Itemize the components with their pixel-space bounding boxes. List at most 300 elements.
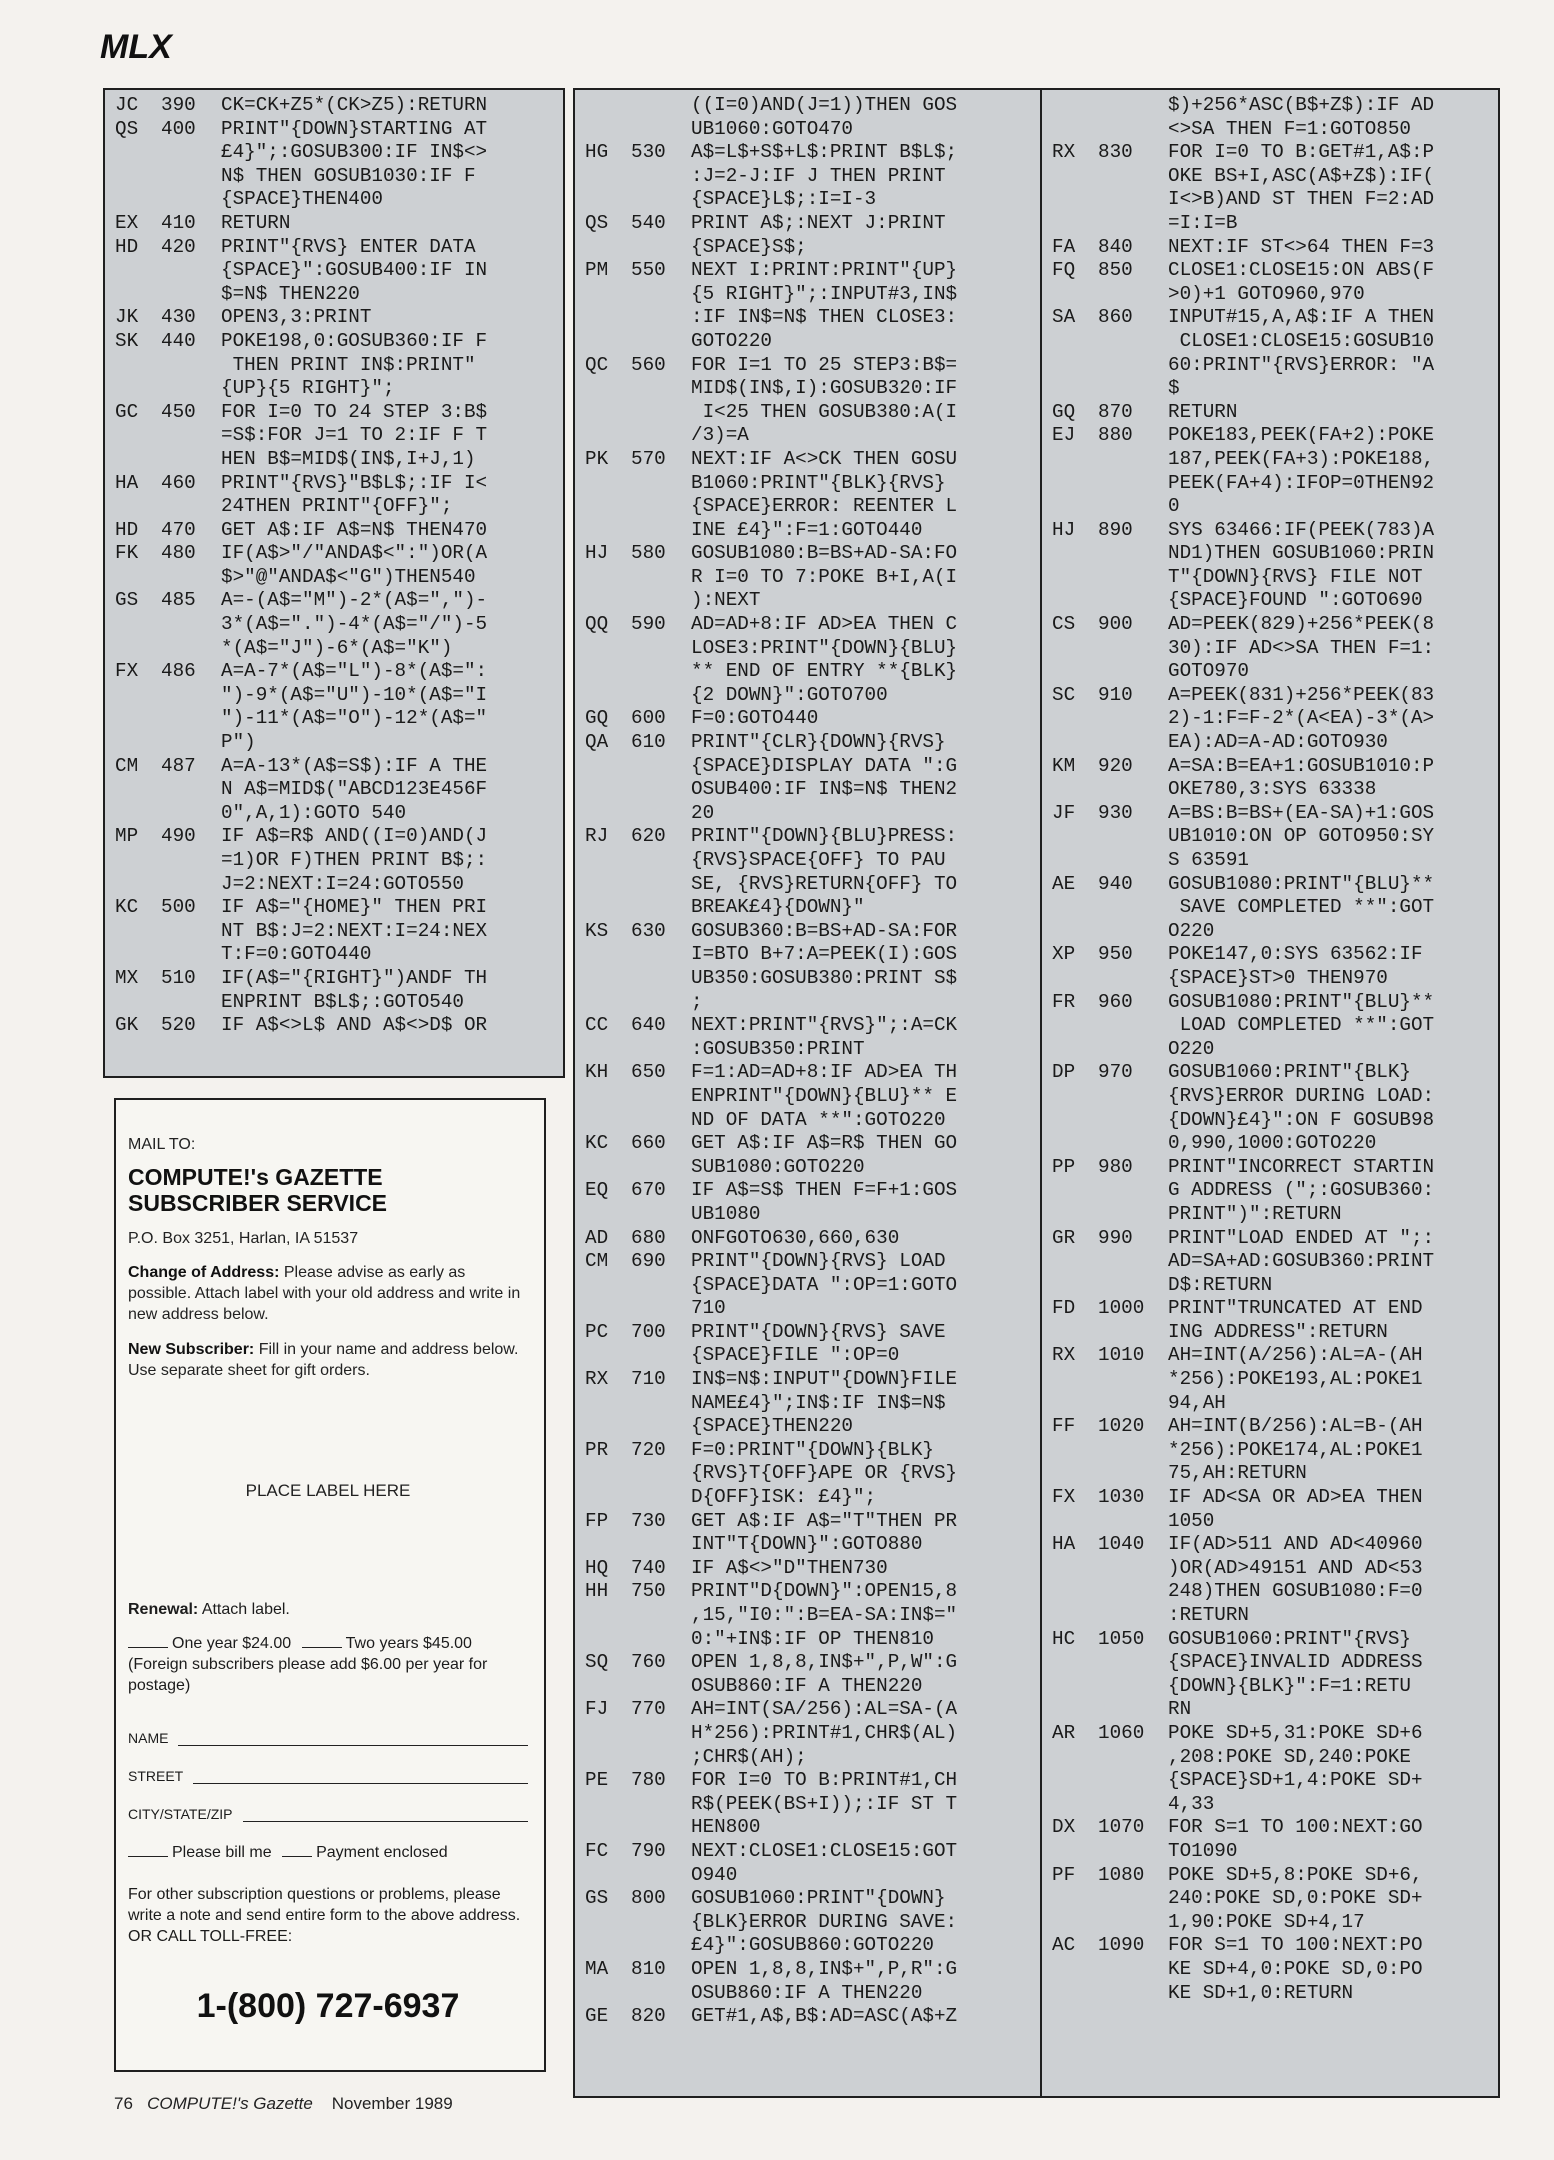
line-number — [1098, 1274, 1168, 1298]
checksum — [1052, 778, 1098, 802]
city-state-zip-line[interactable] — [243, 1807, 529, 1822]
checksum — [1052, 1132, 1098, 1156]
listing-line — [115, 448, 553, 472]
listing-line — [585, 896, 1036, 920]
code-text: INT"T{DOWN}":GOTO880 — [691, 1533, 923, 1556]
checksum — [1052, 1038, 1098, 1062]
line-number — [631, 589, 691, 613]
listing-line — [585, 1982, 1036, 2006]
checksum: FR — [1052, 990, 1076, 1013]
line-number — [1098, 1085, 1168, 1109]
line-number — [161, 141, 221, 165]
line-number: 720 — [631, 1438, 666, 1461]
code-text: F=0:PRINT"{DOWN}{BLK} — [691, 1438, 934, 1461]
line-number — [1098, 1203, 1168, 1227]
code-text: PRINT")":RETURN — [1168, 1202, 1342, 1225]
line-number — [631, 991, 691, 1015]
listing-line — [115, 967, 553, 991]
listing-line — [1052, 1793, 1488, 1817]
code-text: G ADDRESS (";:GOSUB360: — [1168, 1179, 1435, 1202]
line-number: 620 — [631, 825, 666, 848]
code-text: GET A$:IF A$=N$ THEN470 — [221, 518, 488, 541]
checksum — [1052, 1462, 1098, 1486]
checksum: PM — [585, 259, 609, 282]
checksum: JF — [1052, 801, 1076, 824]
code-text: NEXT:IF A<>CK THEN GOSU — [691, 447, 958, 470]
code-text: GOSUB1060:PRINT"{DOWN} — [691, 1887, 946, 1910]
code-text: KE SD+4,0:POKE SD,0:PO — [1168, 1957, 1423, 1980]
code-text: IN$=N$:INPUT"{DOWN}FILE — [691, 1368, 958, 1391]
line-number — [631, 1344, 691, 1368]
line-number: 660 — [631, 1132, 666, 1155]
checksum: DP — [1052, 1061, 1076, 1084]
line-number: 980 — [1098, 1155, 1133, 1178]
checksum — [585, 1344, 631, 1368]
line-number — [631, 94, 691, 118]
listing-line — [115, 778, 553, 802]
listing-line — [585, 212, 1036, 236]
checksum: QQ — [585, 613, 609, 636]
line-number — [1098, 1793, 1168, 1817]
line-number — [631, 1604, 691, 1628]
checksum — [585, 1486, 631, 1510]
checksum — [1052, 377, 1098, 401]
line-number — [1098, 212, 1168, 236]
checksum — [585, 1085, 631, 1109]
line-number — [1098, 354, 1168, 378]
listing-line — [585, 1675, 1036, 1699]
line-number — [631, 1628, 691, 1652]
checksum — [115, 991, 161, 1015]
code-text: PRINT"{DOWN}{RVS} LOAD — [691, 1250, 946, 1273]
checksum: KM — [1052, 754, 1076, 777]
checksum — [115, 873, 161, 897]
line-number — [631, 519, 691, 543]
line-number: 740 — [631, 1556, 666, 1579]
line-number — [1098, 660, 1168, 684]
code-text: =S$:FOR J=1 TO 2:IF F T — [221, 424, 488, 447]
code-text: 248)THEN GOSUB1080:F=0 — [1168, 1580, 1423, 1603]
code-text: D{OFF}ISK: £4}"; — [691, 1486, 877, 1509]
code-text: ;CHR$(AH); — [691, 1745, 807, 1768]
code-text: {SPACE}DATA ":OP=1:GOTO — [691, 1273, 958, 1296]
listing-line — [1052, 212, 1488, 236]
line-number — [631, 637, 691, 661]
listing-line — [585, 1297, 1036, 1321]
checksum: QA — [585, 731, 609, 754]
code-text: {SPACE}":GOSUB400:IF IN — [221, 259, 488, 282]
city-state-zip-field[interactable] — [128, 1806, 528, 1822]
checksum: CM — [585, 1250, 609, 1273]
checksum: RX — [1052, 1344, 1076, 1367]
checksum — [1052, 637, 1098, 661]
code-text: SYS 63466:IF(PEEK(783)A — [1168, 518, 1435, 541]
code-text: PRINT"D{DOWN}":OPEN15,8 — [691, 1580, 958, 1603]
checksum — [1052, 896, 1098, 920]
listing-line — [585, 1934, 1036, 1958]
checksum — [1052, 1557, 1098, 1581]
listing-line — [585, 1368, 1036, 1392]
street-line[interactable] — [193, 1769, 528, 1784]
line-number — [631, 1085, 691, 1109]
code-text: AH=INT(B/256):AL=B-(AH — [1168, 1415, 1423, 1438]
code-text: ING ADDRESS":RETURN — [1168, 1320, 1388, 1343]
line-number — [1098, 377, 1168, 401]
listing-line — [585, 802, 1036, 826]
line-number: 1080 — [1098, 1863, 1145, 1886]
code-text: HEN B$=MID$(IN$,I+J,1) — [221, 447, 476, 470]
checksum — [1052, 212, 1098, 236]
code-text: ONFGOTO630,660,630 — [691, 1226, 900, 1249]
code-text: UB350:GOSUB380:PRINT S$ — [691, 966, 958, 989]
listing-column-2 — [573, 88, 1048, 2098]
checksum — [585, 566, 631, 590]
code-text: PRINT"{RVS} ENTER DATA — [221, 235, 476, 258]
checksum — [585, 896, 631, 920]
checksum — [585, 1722, 631, 1746]
code-text: UB1080 — [691, 1202, 761, 1225]
checksum: SC — [1052, 683, 1076, 706]
line-number — [1098, 920, 1168, 944]
code-text: PEEK(FA+4):IFOP=0THEN92 — [1168, 471, 1435, 494]
code-text: MID$(IN$,I):GOSUB320:IF — [691, 377, 958, 400]
listing-line — [585, 141, 1036, 165]
street-field[interactable] — [128, 1768, 528, 1784]
code-text: IF A$=R$ AND((I=0)AND(J — [221, 825, 488, 848]
line-number — [631, 1203, 691, 1227]
line-number — [631, 896, 691, 920]
listing-line — [585, 1722, 1036, 1746]
checksum: SK — [115, 329, 139, 352]
checksum — [585, 589, 631, 613]
code-text: PRINT"{DOWN}{RVS} SAVE — [691, 1320, 946, 1343]
listing-line — [585, 1061, 1036, 1085]
line-number — [631, 1675, 691, 1699]
checksum — [1052, 1793, 1098, 1817]
line-number: 680 — [631, 1226, 666, 1249]
code-text: *256):POKE193,AL:POKE1 — [1168, 1368, 1423, 1391]
listing-line — [1052, 1982, 1488, 2006]
listing-line — [585, 236, 1036, 260]
code-text: $ — [1168, 377, 1180, 400]
line-number — [1098, 1014, 1168, 1038]
checksum — [1052, 967, 1098, 991]
checksum: HJ — [1052, 518, 1076, 541]
listing-line — [585, 283, 1036, 307]
checksum — [585, 1934, 631, 1958]
code-text: H*256):PRINT#1,CHR$(AL) — [691, 1721, 958, 1744]
listing-line — [585, 2005, 1036, 2029]
checksum: FP — [585, 1509, 609, 1532]
code-text: PRINT"{DOWN}{BLU}PRESS: — [691, 825, 958, 848]
checksum — [585, 1038, 631, 1062]
line-number — [631, 377, 691, 401]
listing-line — [585, 660, 1036, 684]
company-line-1: COMPUTE!'s GAZETTE — [128, 1164, 383, 1190]
listing-line — [115, 283, 553, 307]
listing-line — [1052, 637, 1488, 661]
code-text: THEN PRINT IN$:PRINT" — [221, 353, 476, 376]
listing-line — [1052, 472, 1488, 496]
code-text: OKE780,3:SYS 63338 — [1168, 778, 1377, 801]
payment-enclosed-checkline[interactable] — [282, 1856, 312, 1857]
code-text: T"{DOWN}{RVS} FILE NOT — [1168, 565, 1423, 588]
one-year-checkline[interactable] — [128, 1647, 168, 1648]
line-number — [1098, 542, 1168, 566]
renewal-text: Attach label. — [201, 1601, 290, 1618]
listing-line — [115, 825, 553, 849]
checksum: FQ — [1052, 259, 1076, 282]
listing-line — [115, 472, 553, 496]
line-number — [1098, 707, 1168, 731]
line-number: 1050 — [1098, 1627, 1145, 1650]
checksum — [585, 1746, 631, 1770]
mailing-address: P.O. Box 3251, Harlan, IA 51537 — [128, 1230, 359, 1247]
code-text: POKE198,0:GOSUB360:IF F — [221, 329, 488, 352]
checksum — [1052, 660, 1098, 684]
checksum: GQ — [1052, 400, 1076, 423]
code-text: O220 — [1168, 1037, 1215, 1060]
code-text: )OR(AD>49151 AND AD<53 — [1168, 1556, 1423, 1579]
listing-line — [585, 94, 1036, 118]
code-text: {SPACE}FILE ":OP=0 — [691, 1344, 900, 1367]
line-number: 840 — [1098, 235, 1133, 258]
line-number — [631, 1109, 691, 1133]
listing-line — [585, 684, 1036, 708]
line-number — [161, 188, 221, 212]
listing-line — [1052, 1132, 1488, 1156]
line-number: 780 — [631, 1769, 666, 1792]
checksum: GK — [115, 1014, 139, 1037]
checksum — [585, 424, 631, 448]
line-number — [1098, 1958, 1168, 1982]
listing-line — [1052, 1415, 1488, 1439]
listing-line — [585, 306, 1036, 330]
listing-line — [115, 495, 553, 519]
listing-line — [115, 165, 553, 189]
checksum: SQ — [585, 1651, 609, 1674]
code-text: PRINT"LOAD ENDED AT ";: — [1168, 1226, 1435, 1249]
listing-line — [115, 306, 553, 330]
line-number — [1098, 448, 1168, 472]
line-number: 760 — [631, 1651, 666, 1674]
code-text: UB1060:GOTO470 — [691, 117, 853, 140]
code-text: IF A$<>L$ AND A$<>D$ OR — [221, 1014, 488, 1037]
checksum — [115, 188, 161, 212]
checksum: FX — [1052, 1486, 1076, 1509]
line-number — [631, 684, 691, 708]
listing-line — [585, 1344, 1036, 1368]
listing-line — [1052, 377, 1488, 401]
line-number: 390 — [161, 94, 196, 116]
listing-line — [1052, 1911, 1488, 1935]
code-text: {2 DOWN}":GOTO700 — [691, 683, 888, 706]
code-text: :J=2-J:IF J THEN PRINT — [691, 164, 946, 187]
listing-line — [585, 1816, 1036, 1840]
line-number: 580 — [631, 542, 666, 565]
code-text: 75,AH:RETURN — [1168, 1462, 1307, 1485]
line-number — [631, 236, 691, 260]
line-number — [631, 1274, 691, 1298]
line-number: 890 — [1098, 518, 1133, 541]
checksum — [585, 1675, 631, 1699]
code-text: 710 — [691, 1297, 726, 1320]
listing-line — [1052, 589, 1488, 613]
checksum — [1052, 1911, 1098, 1935]
checksum — [1052, 354, 1098, 378]
line-number — [631, 873, 691, 897]
listing-line — [585, 1840, 1036, 1864]
line-number: 550 — [631, 259, 666, 282]
listing-line — [1052, 1179, 1488, 1203]
checksum: HA — [115, 471, 139, 494]
listing-line — [1052, 1439, 1488, 1463]
checksum — [585, 472, 631, 496]
code-text: 1050 — [1168, 1509, 1215, 1532]
checksum — [585, 943, 631, 967]
line-number — [631, 1486, 691, 1510]
listing-line — [115, 212, 553, 236]
listing-line — [1052, 1958, 1488, 1982]
code-text: A$=L$+S$+L$:PRINT B$L$; — [691, 141, 958, 164]
code-text: B1060:PRINT"{BLK}{RVS} — [691, 471, 946, 494]
line-number — [631, 401, 691, 425]
line-number — [1098, 589, 1168, 613]
code-text: SAVE COMPLETED **":GOT — [1168, 896, 1435, 919]
checksum — [1052, 1675, 1098, 1699]
listing-line — [1052, 943, 1488, 967]
code-text: GET A$:IF A$="T"THEN PR — [691, 1509, 958, 1532]
line-number — [161, 283, 221, 307]
line-number: 490 — [161, 825, 196, 848]
listing-line — [1052, 707, 1488, 731]
line-number: 1000 — [1098, 1297, 1145, 1320]
checksum — [585, 1793, 631, 1817]
checksum: RX — [1052, 141, 1076, 164]
checksum: EJ — [1052, 424, 1076, 447]
checksum — [115, 566, 161, 590]
line-number — [631, 424, 691, 448]
checksum — [1052, 1510, 1098, 1534]
code-text: ; — [691, 990, 703, 1013]
two-years-checkline[interactable] — [302, 1647, 342, 1648]
listing-line — [1052, 401, 1488, 425]
code-text: T:F=0:GOTO440 — [221, 943, 372, 966]
bill-me-checkline[interactable] — [128, 1856, 168, 1857]
checksum: PP — [1052, 1155, 1076, 1178]
code-text: {DOWN}£4}":ON F GOSUB98 — [1168, 1108, 1435, 1131]
listing-line — [1052, 448, 1488, 472]
line-number: 570 — [631, 447, 666, 470]
line-number: 410 — [161, 211, 196, 234]
line-number — [631, 1816, 691, 1840]
checksum — [115, 354, 161, 378]
code-text: O940 — [691, 1863, 738, 1886]
code-text: ND1)THEN GOSUB1060:PRIN — [1168, 542, 1435, 565]
listing-line — [115, 354, 553, 378]
code-text: ** END OF ENTRY **{BLK} — [691, 660, 958, 683]
checksum: QS — [115, 117, 139, 140]
line-number: 460 — [161, 471, 196, 494]
code-text: 3*(A$=".")-4*(A$="/")-5 — [221, 613, 488, 636]
line-number — [1098, 472, 1168, 496]
checksum — [585, 1156, 631, 1180]
listing-line — [115, 519, 553, 543]
checksum: PR — [585, 1438, 609, 1461]
name-line[interactable] — [178, 1731, 528, 1746]
listing-line — [1052, 1344, 1488, 1368]
listing-line — [585, 424, 1036, 448]
listing-line — [585, 1510, 1036, 1534]
code-text: AD=SA+AD:GOSUB360:PRINT — [1168, 1250, 1435, 1273]
checksum — [1052, 472, 1098, 496]
listing-line — [1052, 165, 1488, 189]
listing-line — [1052, 1085, 1488, 1109]
code-text: GOTO220 — [691, 329, 772, 352]
checksum — [585, 1462, 631, 1486]
checksum — [1052, 1085, 1098, 1109]
listing-line — [585, 1321, 1036, 1345]
subscription-options — [128, 1633, 528, 1696]
listing-line — [585, 1132, 1036, 1156]
code-text: I=BTO B+7:A=PEEK(I):GOS — [691, 943, 958, 966]
code-text: {SPACE}DISPLAY DATA ":G — [691, 754, 958, 777]
listing-line — [1052, 1557, 1488, 1581]
code-text: 20 — [691, 801, 715, 824]
checksum: QS — [585, 211, 609, 234]
checksum: MA — [585, 1957, 609, 1980]
code-text: BREAK£4}{DOWN}" — [691, 896, 865, 919]
line-number — [1098, 731, 1168, 755]
listing-line — [1052, 1392, 1488, 1416]
code-text: FOR I=0 TO B:PRINT#1,CH — [691, 1769, 958, 1792]
checksum — [585, 660, 631, 684]
line-number: 520 — [161, 1014, 196, 1037]
line-number — [1098, 1911, 1168, 1935]
checksum — [1052, 731, 1098, 755]
checksum — [1052, 1368, 1098, 1392]
checksum — [1052, 920, 1098, 944]
code-text: IF AD<SA OR AD>EA THEN — [1168, 1486, 1423, 1509]
checksum: EX — [115, 211, 139, 234]
listing-line — [585, 873, 1036, 897]
code-text: R I=0 TO 7:POKE B+I,A(I — [691, 565, 958, 588]
checksum: KC — [115, 896, 139, 919]
line-number: 590 — [631, 613, 666, 636]
line-number — [161, 684, 221, 708]
listing-line — [115, 896, 553, 920]
listing-line — [585, 1014, 1036, 1038]
checksum — [585, 849, 631, 873]
code-text: ):NEXT — [691, 589, 761, 612]
line-number — [161, 991, 221, 1015]
name-field[interactable] — [128, 1730, 528, 1746]
listing-line — [585, 589, 1036, 613]
code-text: INE £4}":F=1:GOTO440 — [691, 518, 923, 541]
line-number — [1098, 849, 1168, 873]
code-text: ((I=0)AND(J=1))THEN GOS — [691, 94, 958, 116]
listing-line — [585, 118, 1036, 142]
code-text: POKE SD+5,31:POKE SD+6 — [1168, 1721, 1423, 1744]
street-label: STREET — [128, 1768, 184, 1784]
listing-line — [115, 684, 553, 708]
code-text: >0)+1 GOTO960,970 — [1168, 282, 1365, 305]
line-number: 540 — [631, 211, 666, 234]
line-number — [161, 849, 221, 873]
code-text: *256):POKE174,AL:POKE1 — [1168, 1438, 1423, 1461]
code-text: LOSE3:PRINT"{DOWN}{BLU} — [691, 636, 958, 659]
code-text: £4}";:GOSUB300:IF IN$<> — [221, 141, 488, 164]
